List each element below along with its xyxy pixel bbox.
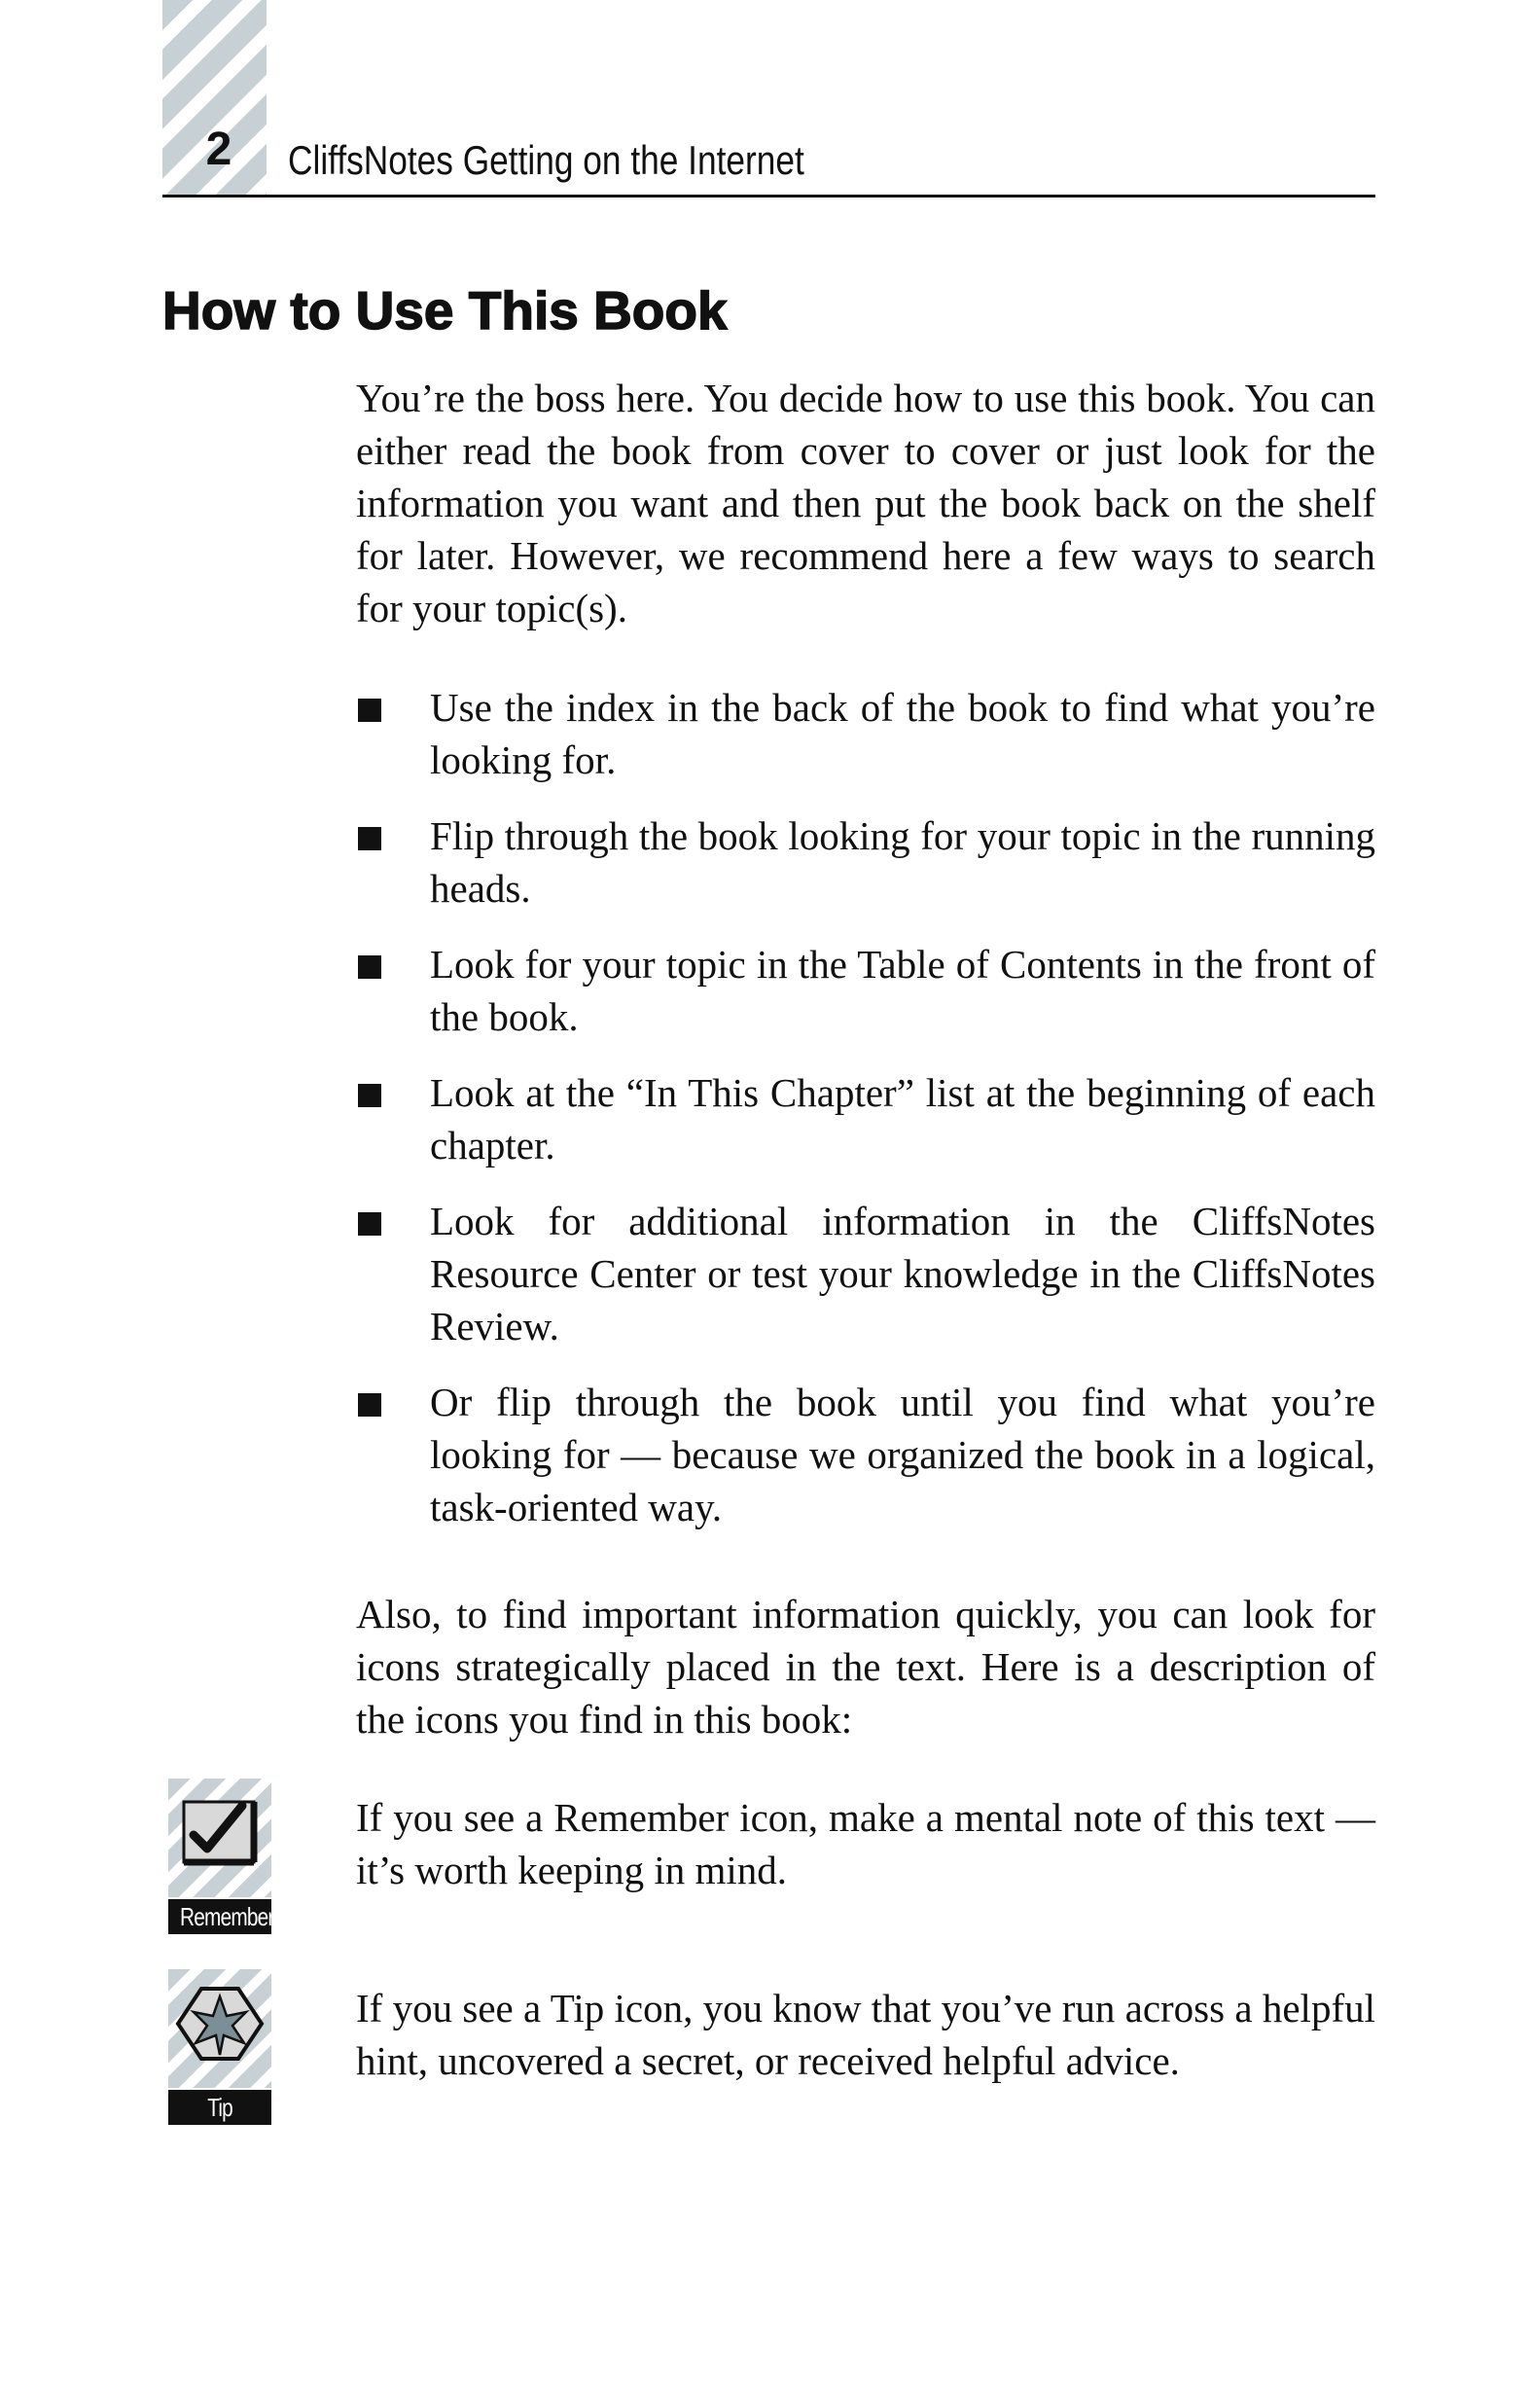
list-item — [356, 938, 1375, 1043]
square-bullet-icon — [358, 1084, 381, 1107]
tip-icon-description: If you see a Tip icon, you know that you’ve run across a helpful hint, uncovered a secret, or received helpful advice. — [356, 1986, 1375, 2083]
square-bullet-icon — [358, 699, 381, 722]
list-item-text: Look at the “In This Chapter” list at the beginning of each chapter. — [430, 1070, 1375, 1168]
list-item-text: Flip through the book looking for your topic in the running heads. — [430, 813, 1375, 911]
header-rule — [162, 195, 1375, 198]
section-title: How to Use This Book — [162, 280, 728, 341]
list-item — [356, 1066, 1375, 1171]
remember-icon-description: If you see a Remember icon, make a mental note of this text — it’s worth keeping in mind. — [356, 1795, 1375, 1892]
bullet-list — [356, 681, 1375, 1557]
square-bullet-icon — [358, 1212, 381, 1236]
list-item-text: Or flip through the book until you find what you’re looking for — because we organized the book in a logical, task-oriented way. — [430, 1380, 1375, 1529]
page-number: 2 — [205, 124, 232, 175]
list-item — [356, 1195, 1375, 1352]
tip-icon-label: Tip — [168, 2090, 271, 2125]
running-head-title: CliffsNotes Getting on the Internet — [288, 137, 804, 183]
star-icon — [168, 1969, 271, 2088]
list-item-text: Use the index in the back of the book to find what you’re looking for. — [430, 685, 1375, 782]
square-bullet-icon — [358, 827, 381, 850]
square-bullet-icon — [358, 1393, 381, 1417]
intro-paragraph: You’re the boss here. You decide how to use this book. You can either read the book from cover to cover or just look for the information you want and then put the book back on the shelf for later. However, we recommend here a few ways to search for your topic(s). — [356, 376, 1375, 630]
square-bullet-icon — [358, 955, 381, 979]
remember-icon — [168, 1779, 274, 1934]
checkmark-icon — [168, 1779, 271, 1897]
list-item-text: Look for additional information in the CliffsNotes Resource Center or test your knowledge in the CliffsNotes Review. — [430, 1199, 1375, 1348]
list-item — [356, 809, 1375, 915]
list-item — [356, 681, 1375, 786]
list-item-text: Look for your topic in the Table of Contents in the front of the book. — [430, 942, 1375, 1039]
list-item — [356, 1376, 1375, 1533]
remember-icon-label: Remember — [168, 1899, 271, 1934]
icons-intro-paragraph: Also, to find important information quickly, you can look for icons strategically placed in the text. Here is a description of the icons you find in this book: — [356, 1592, 1375, 1742]
tip-icon — [168, 1969, 271, 2125]
